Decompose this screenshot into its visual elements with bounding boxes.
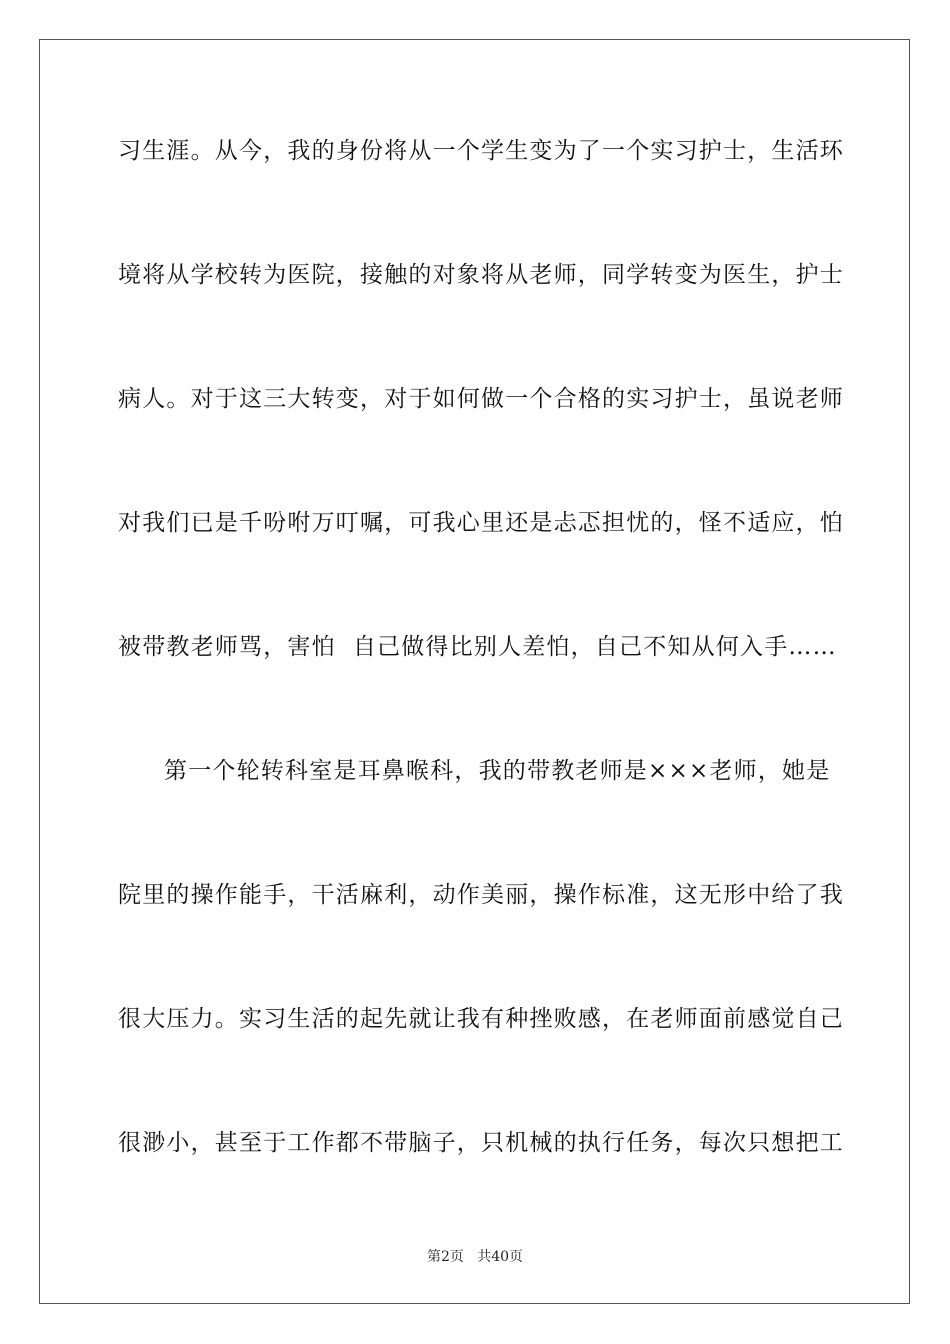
paragraph-line: 很大压力。实习生活的起先就让我有种挫败感，在老师面前感觉自己 xyxy=(118,1006,844,1032)
page-border xyxy=(39,39,910,1304)
paragraph-line: 院里的操作能手，干活麻利，动作美丽，操作标准，这无形中给了我 xyxy=(118,882,844,908)
paragraph-first-line: 第一个轮转科室是耳鼻喉科，我的带教老师是×××老师，她是 xyxy=(164,758,831,784)
paragraph-line: 病人。对于这三大转变，对于如何做一个合格的实习护士，虽说老师 xyxy=(118,386,844,412)
paragraph-line: 境将从学校转为医院，接触的对象将从老师，同学转变为医生，护士 xyxy=(118,262,844,288)
page-number-footer: 第2页 共40页 xyxy=(426,1249,524,1265)
paragraph-line: 很渺小，甚至于工作都不带脑子，只机械的执行任务，每次只想把工 xyxy=(118,1130,844,1156)
paragraph-line: 被带教老师骂，害怕 自己做得比别人差怕，自己不知从何入手…… xyxy=(118,634,837,660)
paragraph-line: 对我们已是千吩咐万叮嘱，可我心里还是忐忑担忧的，怪不适应，怕 xyxy=(118,510,844,536)
paragraph-line: 习生涯。从今，我的身份将从一个学生变为了一个实习护士，生活环 xyxy=(118,138,844,164)
